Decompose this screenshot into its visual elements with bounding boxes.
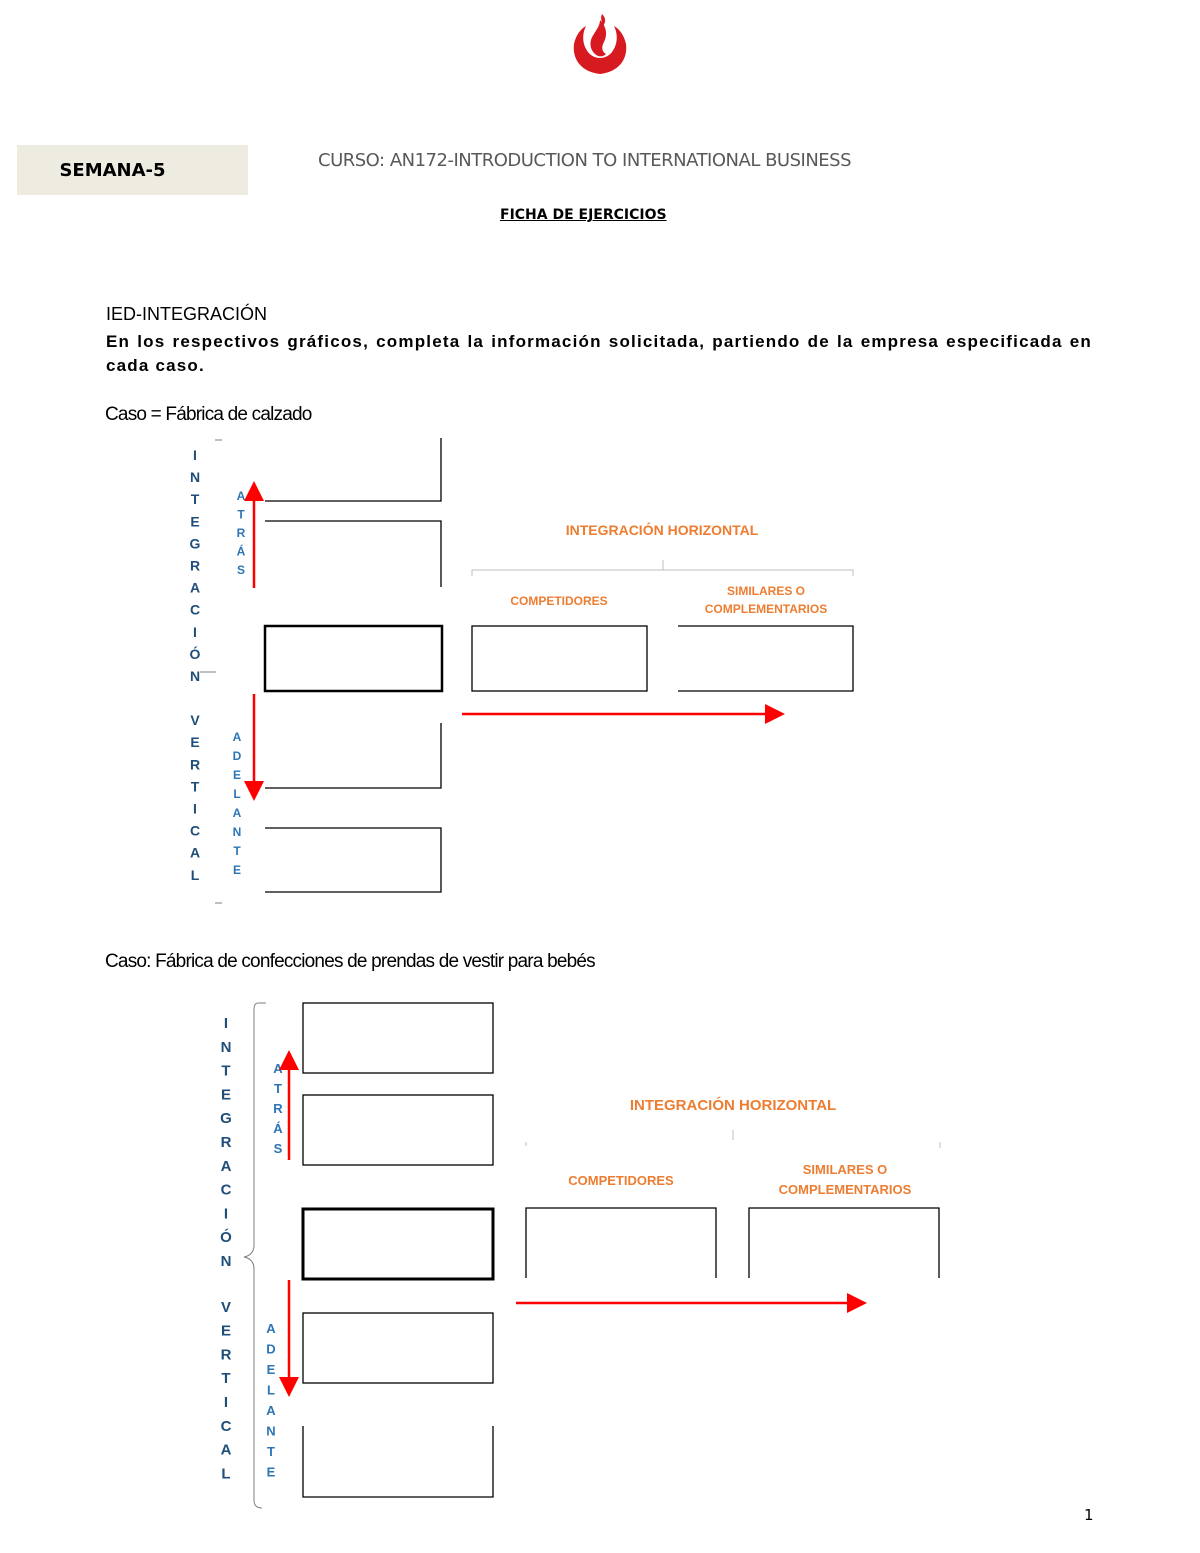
diagram-letter: Ó bbox=[220, 1229, 232, 1247]
distribution-box-1 bbox=[265, 723, 441, 788]
integration-diagram-2 bbox=[0, 995, 1200, 1515]
diagram-letter: G bbox=[189, 535, 201, 552]
diagram-letter: L bbox=[221, 1465, 231, 1483]
competitors-box bbox=[526, 1208, 716, 1278]
diagram-letter: L bbox=[190, 866, 200, 883]
backward-letters bbox=[273, 1061, 283, 1156]
university-logo bbox=[568, 12, 632, 76]
diagram-letter: E bbox=[232, 768, 242, 782]
diagram-letter: N bbox=[220, 1038, 232, 1056]
supplier-box-2 bbox=[303, 1095, 493, 1165]
similar-label-line2: COMPLEMENTARIOS bbox=[704, 602, 828, 616]
diagram-letter: D bbox=[266, 1341, 276, 1357]
diagram-letter: R bbox=[189, 756, 201, 773]
diagram-letter: A bbox=[266, 1321, 276, 1336]
diagram-letter: S bbox=[273, 1141, 283, 1156]
diagram-letter: A bbox=[189, 844, 201, 861]
vertical-brace bbox=[200, 440, 222, 903]
diagram-letter: I bbox=[223, 1205, 229, 1223]
case-1-title: Caso = Fábrica de calzado bbox=[105, 404, 312, 425]
sheet-title: FICHA DE EJERCICIOS bbox=[500, 207, 667, 223]
diagram-letter: E bbox=[220, 1322, 232, 1340]
competitors-label: COMPETIDORES bbox=[510, 594, 608, 608]
diagram-letter: N bbox=[189, 668, 201, 684]
distribution-box-2 bbox=[303, 1426, 493, 1497]
horizontal-brace bbox=[472, 560, 853, 576]
diagram-letter: E bbox=[266, 1362, 276, 1377]
diagram-letter: A bbox=[236, 489, 246, 503]
diagram-letter: A bbox=[232, 806, 242, 820]
section-heading: IED-INTEGRACIÓN bbox=[106, 304, 268, 324]
diagram-letter: I bbox=[223, 1394, 229, 1411]
diagram-letter: T bbox=[267, 1444, 275, 1459]
vertical-brace bbox=[244, 1003, 266, 1508]
diagram-letter: L bbox=[267, 1382, 275, 1398]
diagram-letter: D bbox=[232, 749, 242, 763]
diagram-letter: A bbox=[266, 1403, 276, 1418]
forward-letters bbox=[233, 730, 242, 877]
course-title: CURSO: AN172-INTRODUCTION TO INTERNATIONAL BUSINESS bbox=[318, 150, 852, 171]
case-2-title: Caso: Fábrica de confecciones de prendas de vestir para bebés bbox=[105, 951, 595, 972]
diagram-letter: T bbox=[233, 844, 241, 858]
diagram-letter: E bbox=[190, 513, 200, 530]
instructions-paragraph: En los respectivos gráficos, completa la información solicitada, partiendo de la empresa especificada en cada caso. bbox=[106, 332, 1092, 375]
diagram-letter: V bbox=[190, 712, 200, 729]
diagram-letter: N bbox=[189, 469, 201, 486]
diagram-letter: Á bbox=[236, 544, 246, 559]
backward-letters bbox=[237, 489, 246, 577]
diagram-letter: Á bbox=[273, 1121, 283, 1136]
diagram-letter: Ó bbox=[189, 645, 201, 662]
horizontal-title: INTEGRACIÓN HORIZONTAL bbox=[565, 522, 759, 538]
diagram-letter: A bbox=[273, 1061, 283, 1076]
diagram-letter: T bbox=[190, 491, 200, 508]
diagram-letter: A bbox=[232, 730, 242, 744]
competitors-box bbox=[472, 626, 647, 691]
integration-diagram-1 bbox=[0, 430, 1200, 910]
diagram-letter: C bbox=[189, 822, 201, 839]
week-label: SEMANA-5 bbox=[59, 159, 166, 181]
diagram-letter: N bbox=[266, 1423, 276, 1439]
diagram-letter: E bbox=[266, 1464, 276, 1480]
diagram-letter: S bbox=[236, 563, 246, 577]
similar-label-line1: SIMILARES O bbox=[726, 584, 806, 598]
diagram-letter: I bbox=[193, 623, 197, 640]
horizontal-brace bbox=[526, 1130, 940, 1148]
similar-label-line2: COMPLEMENTARIOS bbox=[778, 1182, 912, 1197]
similar-box bbox=[678, 626, 853, 691]
company-box bbox=[303, 1209, 493, 1279]
supplier-box-1 bbox=[303, 1003, 493, 1073]
diagram-letter: V bbox=[220, 1298, 232, 1316]
supplier-box-1 bbox=[265, 438, 441, 501]
diagram-letter: N bbox=[232, 825, 242, 839]
diagram-letter: C bbox=[189, 601, 201, 618]
competitors-label: COMPETIDORES bbox=[568, 1173, 674, 1188]
diagram-letter: R bbox=[220, 1346, 232, 1364]
diagram-letter: T bbox=[274, 1081, 282, 1096]
diagram-letter: R bbox=[220, 1134, 232, 1151]
vertical-integration-letters bbox=[190, 447, 201, 883]
supplier-box-2 bbox=[265, 521, 441, 587]
diagram-letter: E bbox=[190, 734, 200, 751]
diagram-letter: L bbox=[233, 787, 241, 801]
diagram-letter: C bbox=[220, 1417, 232, 1435]
diagram-letter: N bbox=[220, 1253, 232, 1270]
similar-label-line1: SIMILARES O bbox=[802, 1162, 888, 1177]
diagram-letter: T bbox=[237, 507, 245, 522]
similar-box bbox=[749, 1208, 939, 1278]
diagram-letter: R bbox=[236, 526, 246, 540]
vertical-integration-letters bbox=[220, 1015, 232, 1482]
diagram-letter: I bbox=[193, 447, 197, 463]
diagram-letter: A bbox=[189, 579, 201, 596]
distribution-box-1 bbox=[303, 1313, 493, 1383]
diagram-letter: C bbox=[220, 1181, 232, 1199]
company-box bbox=[265, 626, 442, 691]
diagram-letter: I bbox=[223, 1015, 229, 1032]
week-badge bbox=[17, 145, 248, 195]
diagram-letter: R bbox=[189, 557, 201, 574]
diagram-letter: E bbox=[220, 1086, 232, 1104]
diagram-letter: T bbox=[221, 1062, 231, 1080]
diagram-letter: I bbox=[193, 800, 197, 817]
diagram-letter: A bbox=[220, 1157, 232, 1175]
diagram-letter: T bbox=[221, 1370, 231, 1388]
forward-letters bbox=[266, 1321, 276, 1480]
diagram-letter: G bbox=[220, 1110, 232, 1128]
page-number: 1 bbox=[1084, 1506, 1094, 1524]
diagram-letter: R bbox=[273, 1101, 283, 1116]
diagram-letter: T bbox=[190, 778, 200, 795]
horizontal-title: INTEGRACIÓN HORIZONTAL bbox=[629, 1097, 837, 1114]
diagram-letter: A bbox=[220, 1441, 232, 1459]
distribution-box-2 bbox=[265, 828, 441, 892]
diagram-letter: E bbox=[232, 863, 242, 877]
